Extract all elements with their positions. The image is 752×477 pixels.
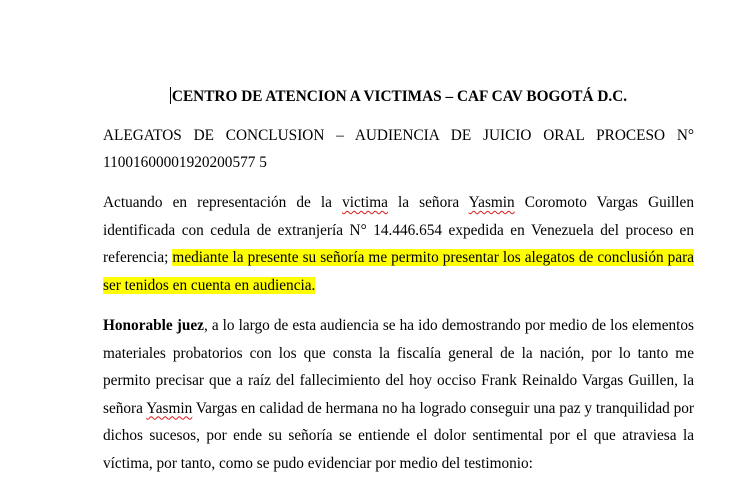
document-title-text: CENTRO DE ATENCION A VICTIMAS – CAF CAV BOGOTÁ D.C. bbox=[171, 88, 628, 105]
document-subject bbox=[103, 122, 694, 176]
spell-error-yasmin-2[interactable]: Yasmin bbox=[146, 399, 193, 417]
text-cursor bbox=[170, 87, 171, 104]
paragraph-honorable bbox=[103, 312, 694, 477]
p2-text-1: , a lo largo de esta audiencia se ha ido demostrando por medio de los elementos materiales probatorios con los que consta la fiscalía general de la nación, por lo tanto me permito precisar que a raíz del fallecimiento del hoy occiso Frank Reinaldo Vargas Guillen, la señora bbox=[103, 317, 694, 417]
p1-text-2: la señora bbox=[387, 194, 469, 211]
subject-text: ALEGATOS DE CONCLUSION – AUDIENCIA DE JUICIO ORAL PROCESO N° 11001600001920200577 5 bbox=[103, 127, 694, 171]
spell-error-yasmin[interactable]: Yasmin bbox=[468, 194, 515, 211]
p2-text-2: Vargas en calidad de hermana no ha logrado conseguir una paz y tranquilidad por dichos sucesos, por ende su señoría se entiende el dolor sentimental por el que atraviesa la víctima, por tanto, como se pudo evidenciar por medio del testimonio: bbox=[103, 399, 694, 472]
highlighted-text: mediante la presente su señoría me permito presentar los alegatos de conclusión para ser tenidos en cuenta en audiencia. bbox=[103, 249, 695, 294]
paragraph-actuando bbox=[103, 189, 694, 299]
document-title bbox=[103, 84, 694, 110]
honorable-juez-bold: Honorable juez bbox=[103, 317, 204, 334]
p1-text-1: Actuando en representación de la bbox=[103, 194, 343, 211]
p1-text-3: Coromoto Vargas Guillen identificada con cedula de extranjería N° 14.446.654 expedida en Venezuela del proceso en referencia; bbox=[103, 194, 694, 266]
spell-error-victima[interactable]: victima bbox=[342, 194, 388, 211]
document-body[interactable] bbox=[103, 84, 694, 477]
